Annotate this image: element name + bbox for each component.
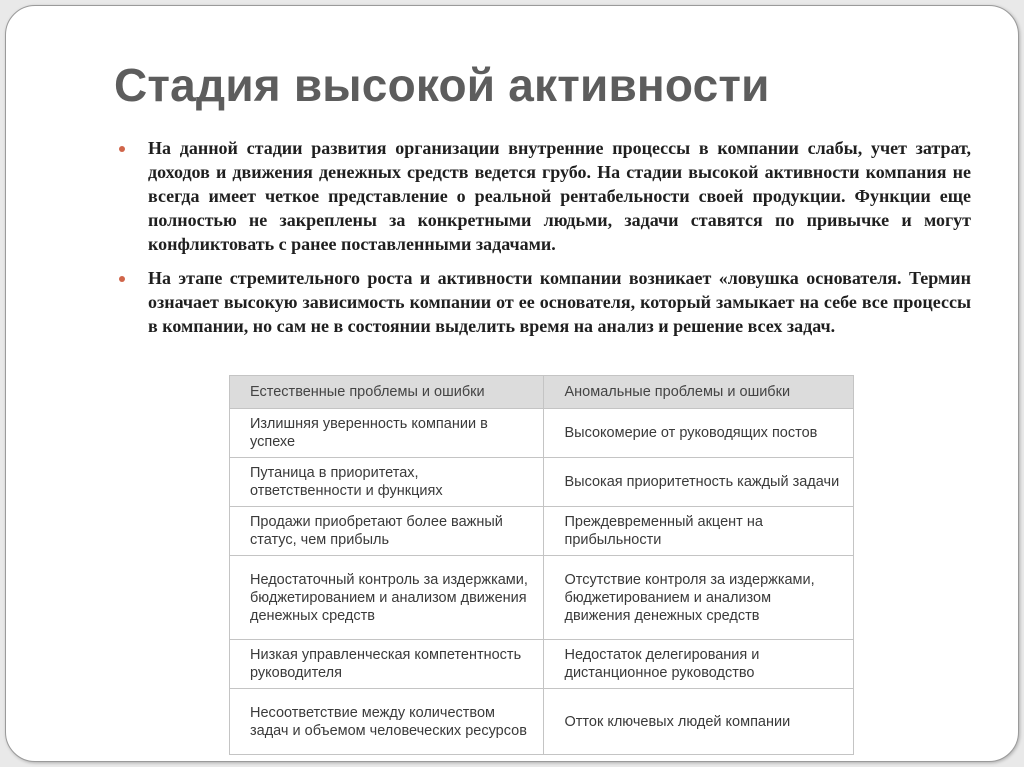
table-cell: Преждевременный акцент на прибыльности	[544, 507, 854, 556]
header-natural-problems: Естественные проблемы и ошибки	[230, 376, 544, 409]
table-cell: Отсутствие контроля за издержками, бюджетированием и анализом движения денежных средств	[544, 556, 854, 640]
table-row	[230, 507, 854, 556]
header-abnormal-problems: Аномальные проблемы и ошибки	[544, 376, 854, 409]
bullet-list	[119, 136, 971, 348]
table-cell: Излишняя уверенность компании в успехе	[230, 409, 544, 458]
table-cell: Отток ключевых людей компании	[544, 689, 854, 755]
table-cell: Недостаточный контроль за издержками, бюджетированием и анализом движения денежных средств	[230, 556, 544, 640]
table-cell: Высокая приоритетность каждый задачи	[544, 458, 854, 507]
table-row	[230, 458, 854, 507]
slide-title: Стадия высокой активности	[114, 59, 770, 111]
table-cell: Путаница в приоритетах, ответственности и функциях	[230, 458, 544, 507]
bullet-item	[119, 136, 971, 256]
bullet-text: На этапе стремительного роста и активности компании возникает «ловушка основателя. Термин означает высокую зависимость компании от ее основателя, который замыкает на себе все процессы в компании, но сам не в состоянии выделить время на анализ и решение всех задач.	[148, 268, 971, 336]
table-cell: Высокомерие от руководящих постов	[544, 409, 854, 458]
bullet-dot-icon	[119, 146, 125, 152]
table-cell: Продажи приобретают более важный статус, чем прибыль	[230, 507, 544, 556]
bullet-item	[119, 266, 971, 338]
problems-table	[229, 375, 854, 755]
table-row	[230, 689, 854, 755]
table-cell: Недостаток делегирования и дистанционное руководство	[544, 640, 854, 689]
table-row	[230, 640, 854, 689]
table-header-row	[230, 376, 854, 409]
bullet-text: На данной стадии развития организации внутренние процессы в компании слабы, учет затрат, доходов и движения денежных средств ведется грубо. На стадии высокой активности компания не всегда имеет четкое представление о реальной рентабельности своей продукции. Функции еще полностью не закреплены за конкретными людьми, задачи ставятся по привычке и могут конфликтовать с ранее поставленными задачами.	[148, 138, 971, 254]
slide	[5, 5, 1019, 762]
table-row	[230, 409, 854, 458]
table-cell: Низкая управленческая компетентность руководителя	[230, 640, 544, 689]
table-row	[230, 556, 854, 640]
bullet-dot-icon	[119, 276, 125, 282]
table-cell: Несоответствие между количеством задач и объемом человеческих ресурсов	[230, 689, 544, 755]
